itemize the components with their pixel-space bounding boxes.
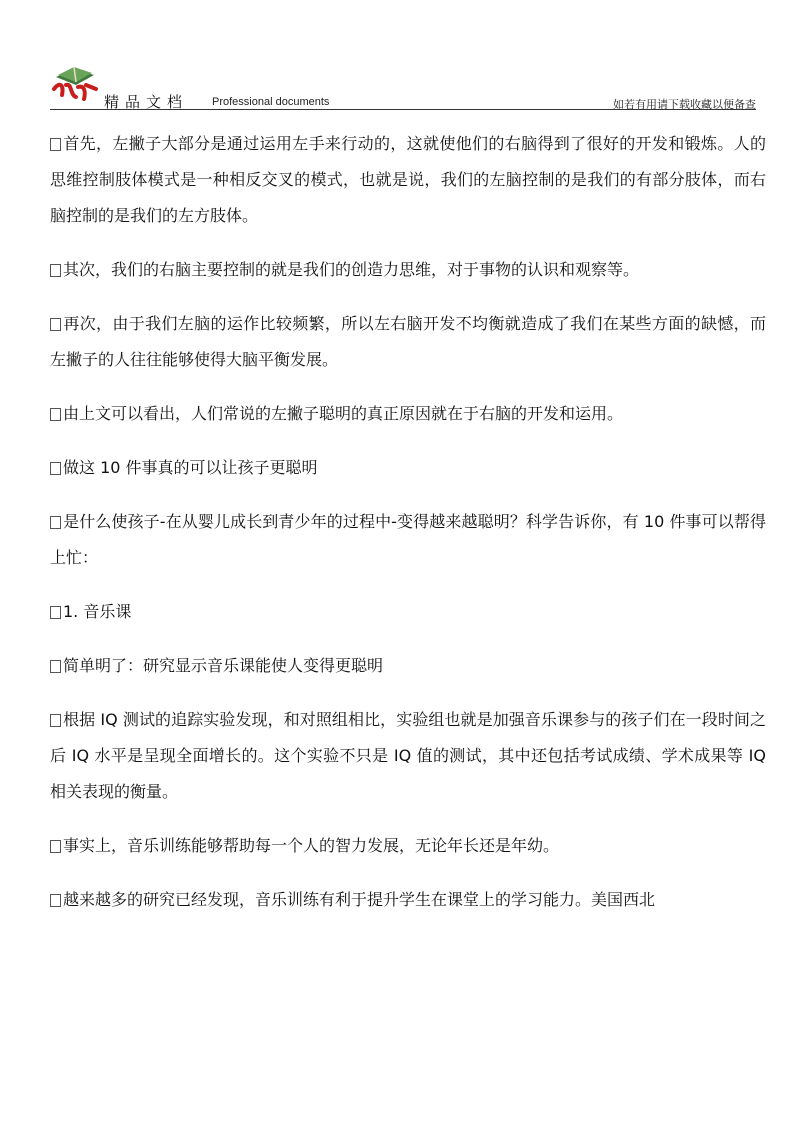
checkbox-glyph-icon bbox=[50, 138, 61, 151]
paragraph-text: 简单明了：研究显示音乐课能使人变得更聪明 bbox=[63, 656, 384, 675]
checkbox-glyph-icon bbox=[50, 516, 61, 529]
paragraph bbox=[50, 594, 766, 630]
paragraph-text: 1. 音乐课 bbox=[63, 602, 132, 621]
paragraph bbox=[50, 126, 766, 234]
paragraph bbox=[50, 396, 766, 432]
page-header bbox=[0, 0, 794, 112]
paragraph bbox=[50, 504, 766, 576]
paragraph bbox=[50, 828, 766, 864]
paragraph-text: 由上文可以看出，人们常说的左撇子聪明的真正原因就在于右脑的开发和运用。 bbox=[63, 404, 624, 423]
paragraph-text: 越来越多的研究已经发现，音乐训练有利于提升学生在课堂上的学习能力。美国西北 bbox=[63, 890, 656, 909]
header-divider bbox=[50, 109, 756, 110]
paragraph-text: 做这 10 件事真的可以让孩子更聪明 bbox=[63, 458, 318, 477]
checkbox-glyph-icon bbox=[50, 606, 61, 619]
checkbox-glyph-icon bbox=[50, 894, 61, 907]
paragraph bbox=[50, 252, 766, 288]
paragraph-text: 事实上，音乐训练能够帮助每一个人的智力发展，无论年长还是年幼。 bbox=[63, 836, 560, 855]
paragraph bbox=[50, 882, 766, 918]
checkbox-glyph-icon bbox=[50, 264, 61, 277]
paragraph bbox=[50, 702, 766, 810]
checkbox-glyph-icon bbox=[50, 660, 61, 673]
book-logo-icon bbox=[50, 55, 100, 103]
checkbox-glyph-icon bbox=[50, 462, 61, 475]
checkbox-glyph-icon bbox=[50, 714, 61, 727]
paragraph bbox=[50, 306, 766, 378]
checkbox-glyph-icon bbox=[50, 408, 61, 421]
paragraph-text: 是什么使孩子-在从婴儿成长到青少年的过程中-变得越来越聪明？科学告诉你，有 10 件事可以帮得上忙： bbox=[50, 512, 766, 567]
paragraph-text: 根据 IQ 测试的追踪实验发现，和对照组相比，实验组也就是加强音乐课参与的孩子们在一段时间之后 IQ 水平是呈现全面增长的。这个实验不只是 IQ 值的测试，其中还包括考试成绩、学术成果等 IQ 相关表现的衡量。 bbox=[50, 710, 766, 801]
paragraph-text: 其次，我们的右脑主要控制的就是我们的创造力思维，对于事物的认识和观察等。 bbox=[63, 260, 640, 279]
paragraph bbox=[50, 648, 766, 684]
paragraph-text: 再次，由于我们左脑的运作比较频繁，所以左右脑开发不均衡就造成了我们在某些方面的缺憾，而左撇子的人往往能够使得大脑平衡发展。 bbox=[50, 314, 766, 369]
header-subtitle: Professional documents bbox=[212, 96, 330, 108]
document-body bbox=[50, 126, 766, 918]
header-title: 精品文档 bbox=[104, 93, 189, 111]
header-note: 如若有用请下载收藏以便备查 bbox=[613, 98, 756, 111]
checkbox-glyph-icon bbox=[50, 840, 61, 853]
paragraph bbox=[50, 450, 766, 486]
checkbox-glyph-icon bbox=[50, 318, 61, 331]
paragraph-text: 首先，左撇子大部分是通过运用左手来行动的，这就使他们的右脑得到了很好的开发和锻炼。人的思维控制肢体模式是一种相反交叉的模式，也就是说，我们的左脑控制的是我们的有部分肢体，而右脑控制的是我们的左方肢体。 bbox=[50, 134, 766, 225]
